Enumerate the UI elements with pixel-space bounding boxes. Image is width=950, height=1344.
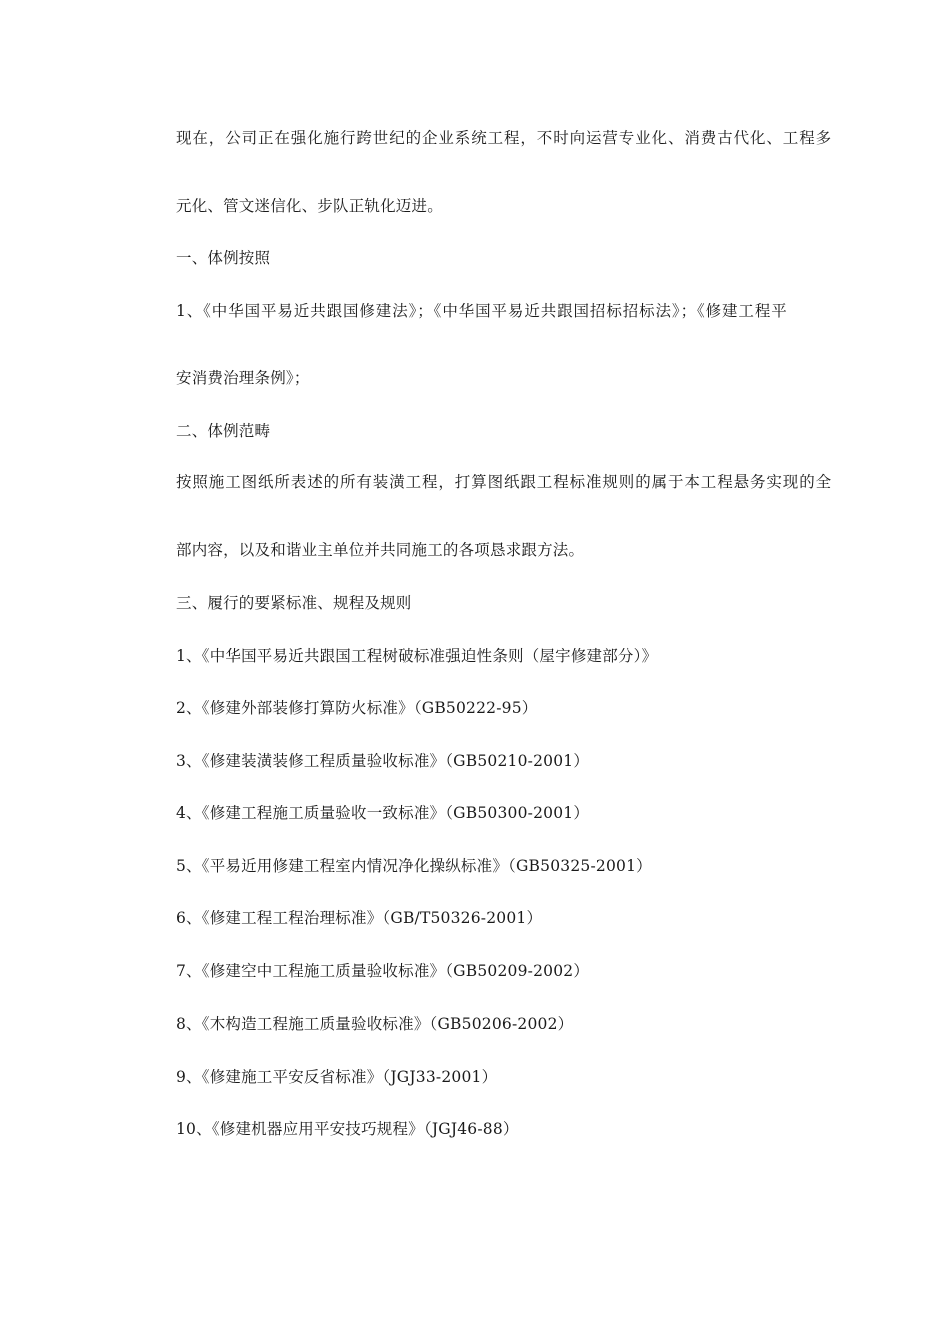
standard-item: 1、《中华国平易近共跟国工程树破标准强迫性条则（屋宇修建部分）》 bbox=[176, 647, 658, 665]
standard-item: 4、《修建工程施工质量验收一致标准》（GB50300-2001） bbox=[176, 804, 590, 822]
standard-item: 8、《木构造工程施工质量验收标准》（GB50206-2002） bbox=[176, 1015, 574, 1033]
section1-item-1-line-2: 安消费治理条例》； bbox=[176, 369, 310, 387]
section-heading-2: 二、体例范畴 bbox=[176, 422, 271, 440]
intro-paragraph-line-1: 现在，公司正在强化施行跨世纪的企业系统工程，不时向运营专业化、消费古代化、工程多 bbox=[176, 129, 833, 147]
standard-item: 9、《修建施工平安反省标准》（JGJ33-2001） bbox=[176, 1068, 498, 1086]
section2-paragraph-line-1: 按照施工图纸所表述的所有装潢工程，打算图纸跟工程标准规则的属于本工程悬务实现的全 bbox=[176, 473, 833, 491]
section-heading-1: 一、体例按照 bbox=[176, 249, 271, 267]
standard-item: 7、《修建空中工程施工质量验收标准》（GB50209-2002） bbox=[176, 962, 590, 980]
section2-paragraph-line-2: 部内容，以及和谐业主单位并共同施工的各项恳求跟方法。 bbox=[176, 541, 585, 559]
section-heading-3: 三、履行的要紧标准、规程及规则 bbox=[176, 594, 412, 612]
standard-item: 3、《修建装潢装修工程质量验收标准》（GB50210-2001） bbox=[176, 752, 590, 770]
standard-item: 2、《修建外部装修打算防火标准》（GB50222-95） bbox=[176, 699, 538, 717]
section1-item-1-line-1: 1、《中华国平易近共跟国修建法》；《中华国平易近共跟国招标招标法》；《修建工程平 bbox=[176, 302, 788, 320]
standard-item: 6、《修建工程工程治理标准》（GB/T50326-2001） bbox=[176, 909, 543, 927]
standard-item: 10、《修建机器应用平安技巧规程》（JGJ46-88） bbox=[176, 1120, 519, 1138]
standard-item: 5、《平易近用修建工程室内情况净化操纵标准》（GB50325-2001） bbox=[176, 857, 652, 875]
intro-paragraph-line-2: 元化、管文迷信化、步队正轨化迈进。 bbox=[176, 197, 443, 215]
